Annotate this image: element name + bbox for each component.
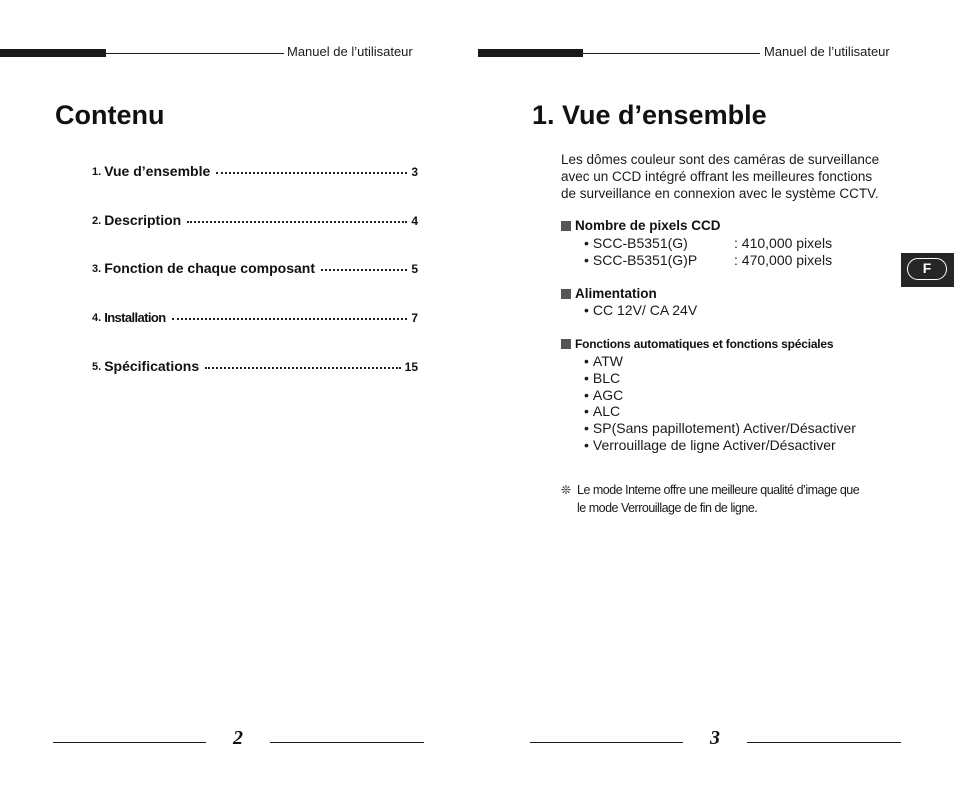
toc-entry[interactable] xyxy=(92,161,418,179)
pixel-count: : 410,000 pixels xyxy=(734,235,833,251)
toc-title: Fonction de chaque composant xyxy=(104,260,315,276)
list-item xyxy=(584,437,836,453)
toc-title: Spécifications xyxy=(104,358,200,374)
toc-entry[interactable] xyxy=(92,356,418,374)
list-item-text: ATW xyxy=(592,353,623,369)
list-item xyxy=(584,252,833,268)
note xyxy=(561,481,859,517)
list-item xyxy=(584,403,620,419)
bullet-icon: • xyxy=(584,235,589,251)
footer-rule-right xyxy=(270,742,424,743)
toc-title: Description xyxy=(104,212,182,228)
toc-number: 5. xyxy=(92,361,102,373)
footer-rule-left xyxy=(53,742,206,743)
intro-line: de surveillance en connexion avec le système CCTV. xyxy=(561,186,879,201)
header-bar xyxy=(0,49,106,57)
right-page xyxy=(477,0,954,795)
list-item xyxy=(584,370,620,386)
toc-title: Installation xyxy=(104,310,166,325)
bullet-icon: • xyxy=(584,420,589,436)
bullet-icon: • xyxy=(584,252,589,268)
square-bullet-icon xyxy=(561,221,571,231)
note-icon: ❊ xyxy=(561,483,571,497)
list-item xyxy=(584,235,833,251)
note-text xyxy=(577,481,859,517)
bullet-icon: • xyxy=(584,387,589,403)
list-item-text: SP(Sans papillotement) Activer/Désactiver xyxy=(592,420,856,436)
section-heading-text: Alimentation xyxy=(575,286,657,301)
toc-title: Vue d’ensemble xyxy=(104,163,211,179)
list-item xyxy=(584,420,856,436)
toc-number: 2. xyxy=(92,215,102,227)
toc-entry[interactable] xyxy=(92,307,418,325)
note-line: le mode Verrouillage de fin de ligne. xyxy=(577,501,758,515)
model-name: SCC-B5351(G)P xyxy=(592,252,698,268)
list-item xyxy=(584,387,623,403)
footer-rule-left xyxy=(530,742,683,743)
section-heading-pixels xyxy=(561,218,721,233)
toc-number: 3. xyxy=(92,263,102,275)
section-heading-text: Fonctions automatiques et fonctions spéciales xyxy=(575,337,834,351)
toc-page-number: 7 xyxy=(411,311,418,325)
intro-paragraph xyxy=(561,151,906,202)
header-text: Manuel de l’utilisateur xyxy=(764,44,890,59)
toc-page-number: 15 xyxy=(404,360,418,374)
toc-leader xyxy=(205,367,401,369)
toc-entry[interactable] xyxy=(92,258,418,276)
section-heading-power xyxy=(561,286,657,301)
toc-leader xyxy=(216,172,407,174)
page-number: 2 xyxy=(233,727,243,749)
list-item-text: ALC xyxy=(592,403,621,419)
header-text: Manuel de l’utilisateur xyxy=(287,44,413,59)
bullet-icon: • xyxy=(584,353,589,369)
toc-page-number: 3 xyxy=(411,165,418,179)
language-tab-label: F xyxy=(907,258,947,280)
page-title: 1. Vue d’ensemble xyxy=(532,100,767,130)
page-number: 3 xyxy=(710,727,720,749)
list-item xyxy=(584,353,623,369)
toc-page-number: 5 xyxy=(411,262,418,276)
intro-line: Les dômes couleur sont des caméras de surveillance xyxy=(561,152,880,167)
list-item-text: AGC xyxy=(592,387,624,403)
toc-leader xyxy=(172,318,408,320)
header-rule xyxy=(583,53,760,54)
header-bar xyxy=(478,49,583,57)
list-item xyxy=(584,302,697,318)
toc-page-number: 4 xyxy=(411,214,418,228)
toc-number: 1. xyxy=(92,166,102,178)
model-name: SCC-B5351(G) xyxy=(592,235,688,251)
toc-number: 4. xyxy=(92,312,102,324)
page-title: Contenu xyxy=(55,100,165,130)
language-tab xyxy=(901,253,954,287)
note-line: Le mode Interne offre une meilleure qualité d’image que xyxy=(577,483,860,497)
square-bullet-icon xyxy=(561,289,571,299)
toc-leader xyxy=(321,269,407,271)
toc-entry[interactable] xyxy=(92,210,418,228)
section-heading-text: Nombre de pixels CCD xyxy=(575,218,721,233)
intro-line: avec un CCD intégré offrant les meilleures fonctions xyxy=(561,169,873,184)
section-heading-functions xyxy=(561,337,833,351)
list-item-text: Verrouillage de ligne Activer/Désactiver xyxy=(592,437,836,453)
bullet-icon: • xyxy=(584,437,589,453)
list-item-text: BLC xyxy=(592,370,621,386)
bullet-icon: • xyxy=(584,370,589,386)
bullet-icon: • xyxy=(584,302,589,318)
square-bullet-icon xyxy=(561,339,571,349)
list-item-text: CC 12V/ CA 24V xyxy=(592,302,698,318)
header-rule xyxy=(106,53,284,54)
toc-leader xyxy=(187,221,407,223)
bullet-icon: • xyxy=(584,403,589,419)
footer-rule-right xyxy=(747,742,901,743)
pixel-count: : 470,000 pixels xyxy=(734,252,833,268)
